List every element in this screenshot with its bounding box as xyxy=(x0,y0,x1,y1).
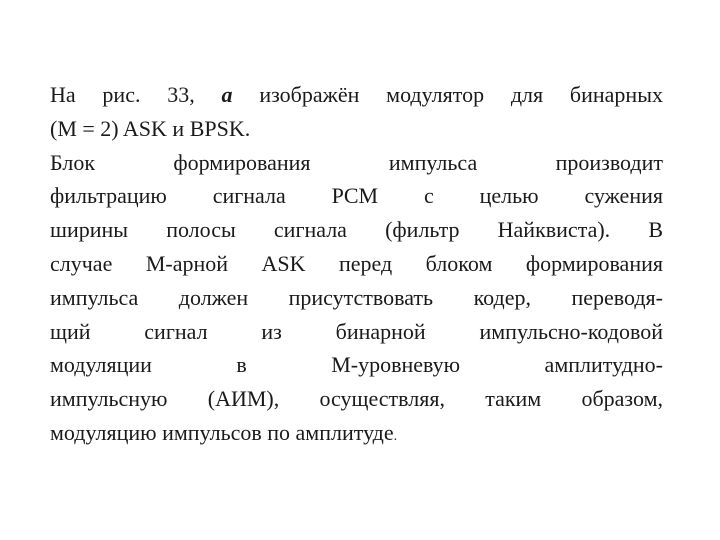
final-period: . xyxy=(393,428,398,444)
text-line-1: На рис. 33, а изображён модулятор для бинарных xyxy=(50,82,663,107)
text-line-8: щий сигнал из бинарной импульсно-кодовой xyxy=(50,318,663,344)
text-line-7: импульса должен присутствовать кодер, переводя- xyxy=(50,284,663,310)
figure-letter: а xyxy=(221,82,233,107)
body-text xyxy=(50,78,663,450)
text-line-6: случае M-арной ASK перед блоком формирования xyxy=(50,250,663,276)
text-line-11: модуляцию импульсов по амплитуде. xyxy=(50,419,398,445)
text-line-9: модуляции в M-уровневую амплитудно- xyxy=(50,352,663,378)
text-line-4: фильтрацию сигнала PCM с целью сужения xyxy=(50,183,663,209)
text-line-10: импульсную (АИМ), осуществляя, таким образом, xyxy=(50,386,663,412)
text-line-2: (M = 2) ASK и BPSK. xyxy=(50,115,251,141)
text-line-5: ширины полосы сигнала (фильтр Найквиста). В xyxy=(50,217,663,243)
text-line-3: Блок формирования импульса производит xyxy=(50,149,663,175)
